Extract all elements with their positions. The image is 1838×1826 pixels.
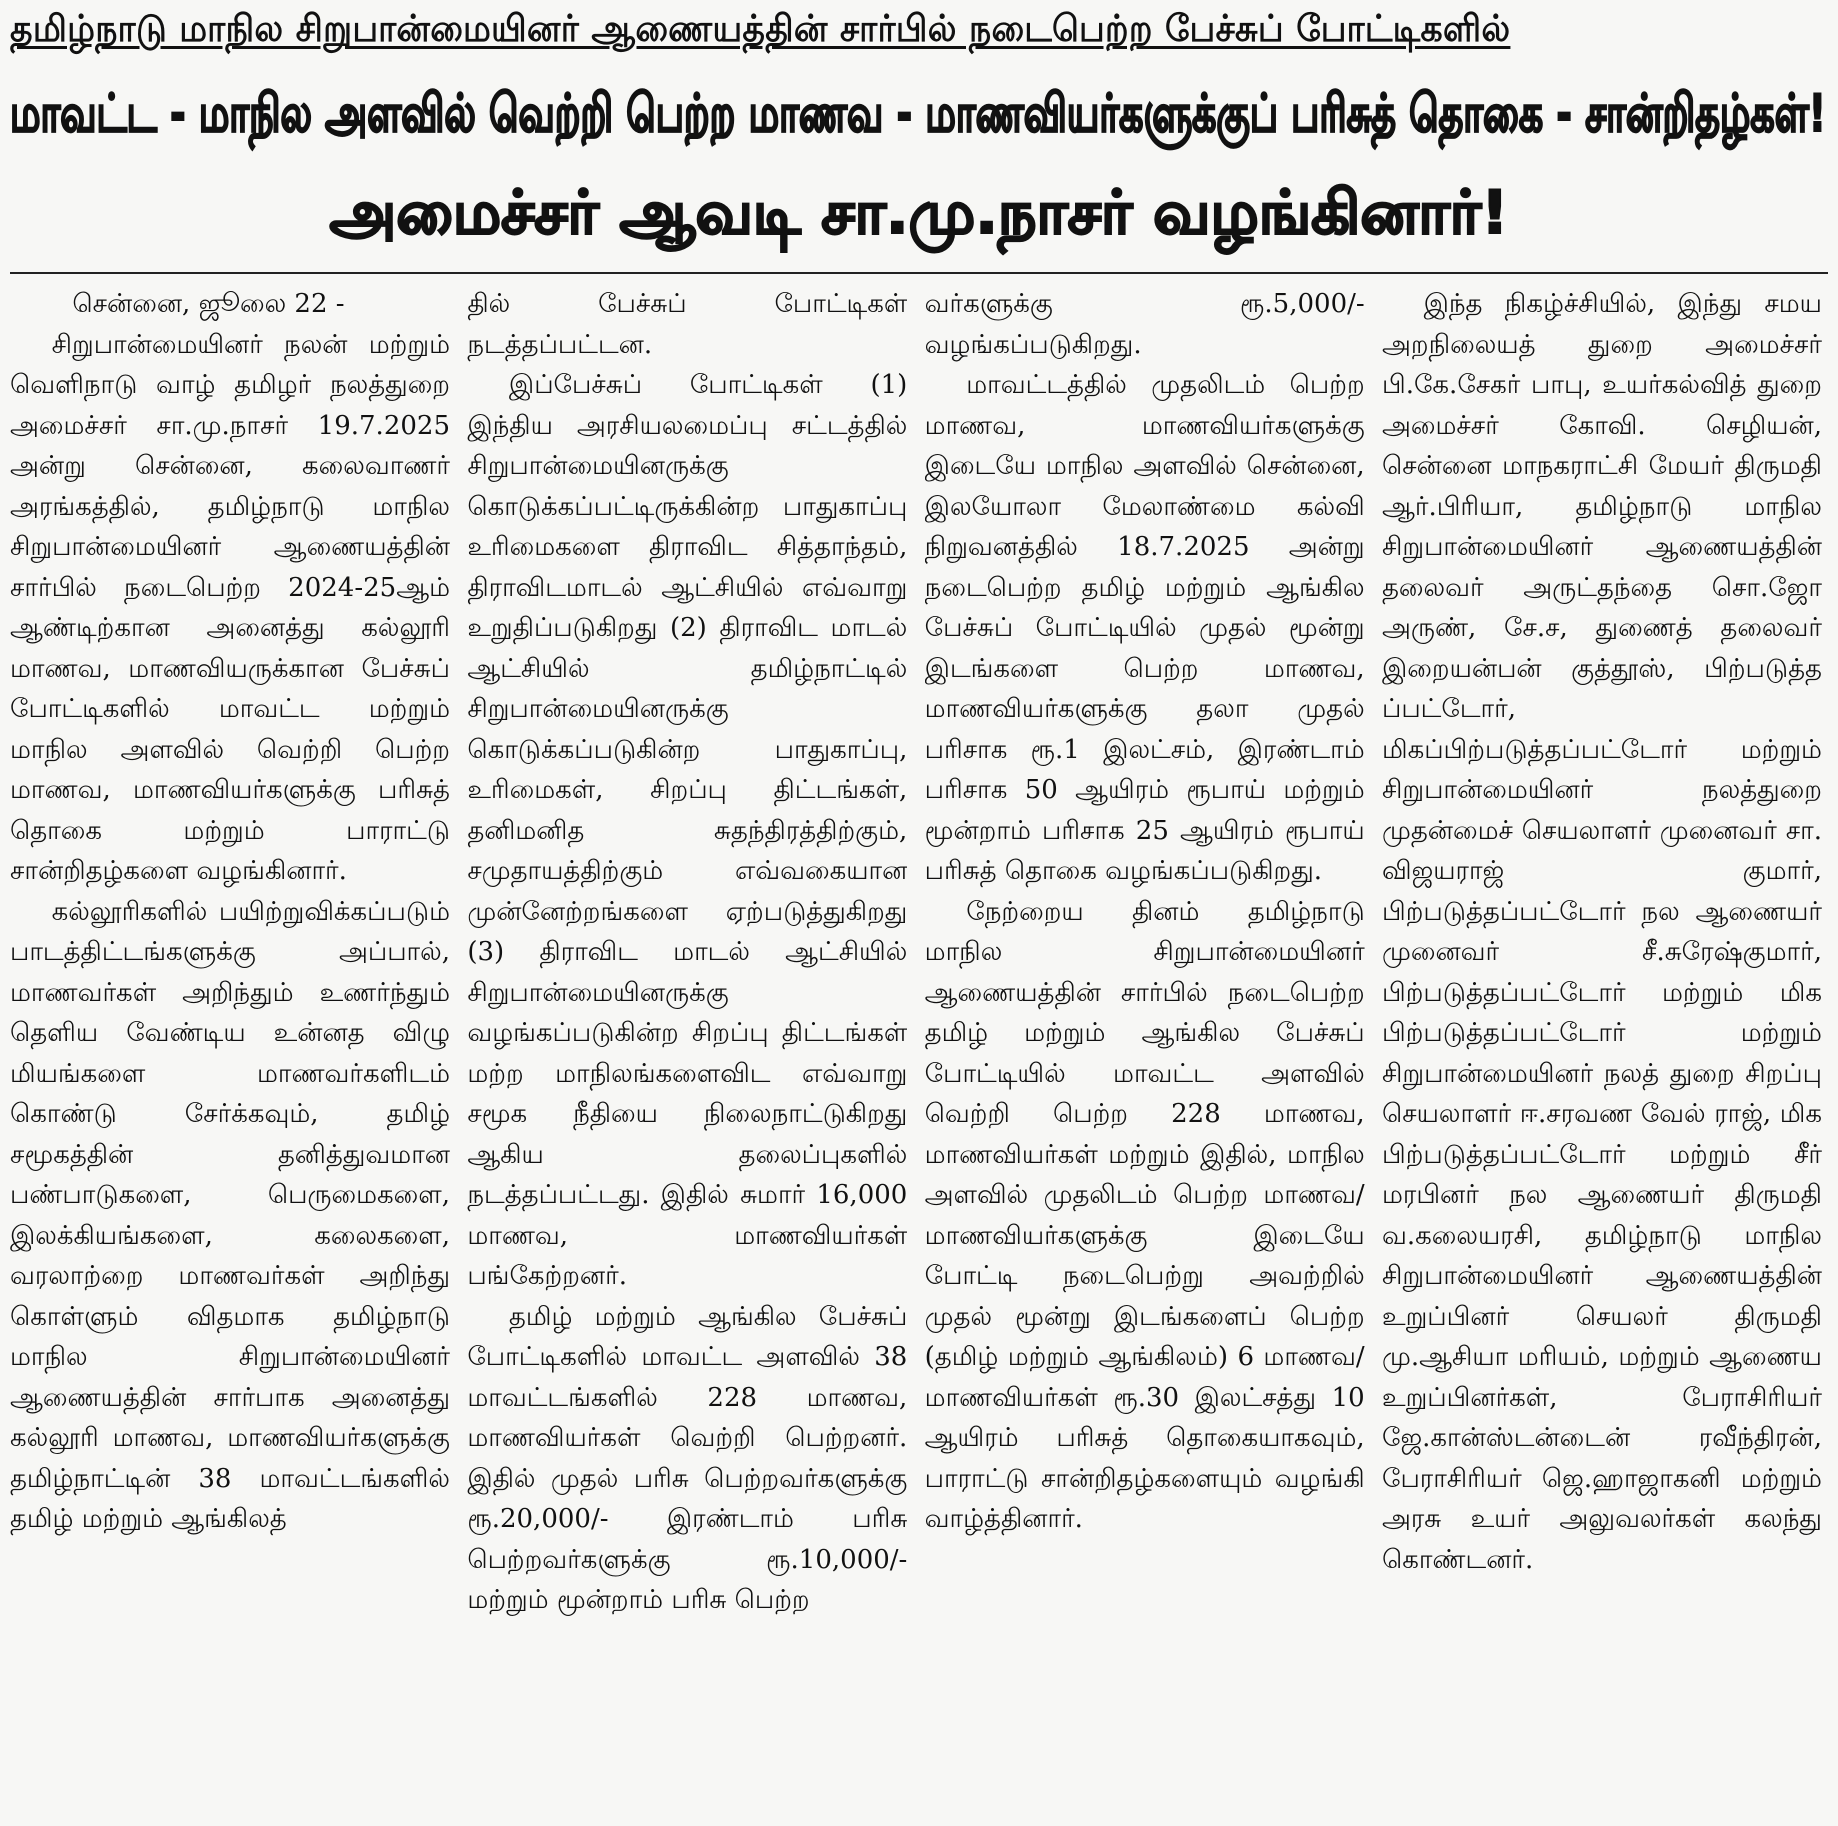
article-headline: மாவட்ட - மாநில அளவில் வெற்றி பெற்ற மாணவ - மாணவியர்களுக்குப் பரிசுத் தொகை - சான்றிதழ்கள்! [10, 84, 1827, 144]
paragraph: மாவட்டத்தில் முதலிடம் பெற்ற மாணவ, மாணவியர்களுக்கு இடையே மாநில அளவில் சென்னை, இலயோலா மேலாண்மை கல்வி நிறுவனத்தில் 18.7.2025 அன்று நடைபெற்ற தமிழ் மற்றும் ஆங்கில பேச்சுப் போட்டியில் முதல் மூன்று இடங்களை பெற்ற மாணவ, மாணவியர்களுக்கு தலா முதல் பரிசாக ரூ.1 இலட்சம், இரண்டாம் பரிசாக 50 ஆயிரம் ரூபாய் மற்றும் மூன்றாம் பரிசாக 25 ஆயிரம் ரூபாய் பரிசுத் தொகை வழங்கப்படுகிறது. [924, 370, 1365, 886]
paragraph: தில் பேச்சுப் போட்டிகள் நடத்தப்பட்டன. [467, 289, 908, 360]
column-4 [1382, 284, 1822, 1704]
paragraph: தமிழ் மற்றும் ஆங்கில பேச்சுப் போட்டிகளில் மாவட்ட அளவில் 38 மாவட்டங்களில் 228 மாணவ, மாணவியர்கள் வெற்றி பெற்றனர். இதில் முதல் பரிசு பெற்றவர்களுக்கு ரூ.20,000/- இரண்டாம் பரிசு பெற்றவர்களுக்கு ரூ.10,000/- மற்றும் மூன்றாம் பரிசு பெற்ற [467, 1301, 908, 1615]
paragraph: கல்லூரிகளில் பயிற்றுவிக்கப்படும் பாடத்திட்டங்களுக்கு அப்பால், மாணவர்கள் அறிந்தும் உணர்ந்தும் தெளிய வேண்டிய உன்னத விழு மியங்களை மாணவர்களிடம் கொண்டு சேர்க்கவும், தமிழ் சமூகத்தின் தனித்துவமான பண்பாடுகளை, பெருமைகளை, இலக்கியங்களை, கலைகளை, வரலாற்றை மாணவர்கள் அறிந்து கொள்ளும் விதமாக தமிழ்நாடு மாநில சிறுபான்மையினர் ஆணையத்தின் சார்பாக அனைத்து கல்லூரி மாணவ, மாணவியர்களுக்கு தமிழ்நாட்டின் 38 மாவட்டங்களில் தமிழ் மற்றும் ஆங்கிலத் [10, 896, 450, 1534]
article-subheadline: அமைச்சர் ஆவடி சா.மு.நாசர் வழங்கினார்! [329, 178, 1509, 248]
paragraph: நேற்றைய தினம் தமிழ்நாடு மாநில சிறுபான்மையினர் ஆணையத்தின் சார்பில் நடைபெற்ற தமிழ் மற்றும் ஆங்கில பேச்சுப் போட்டியில் மாவட்ட அளவில் வெற்றி பெற்ற 228 மாணவ, மாணவியர்கள் மற்றும் இதில், மாநில அளவில் முதலிடம் பெற்ற மாணவ/மாணவியர்களுக்கு இடையே போட்டி நடைபெற்று அவற்றில் முதல் மூன்று இடங்களைப் பெற்ற (தமிழ் மற்றும் ஆங்கிலம்) 6 மாணவ/ மாணவியர்கள் ரூ.30 இலட்சத்து 10 ஆயிரம் பரிசுத் தொகையாகவும், பாராட்டு சான்றிதழ்களையும் வழங்கி வாழ்த்தினார். [924, 896, 1365, 1534]
paragraph: வர்களுக்கு ரூ.5,000/- வழங்கப்படுகிறது. [924, 289, 1365, 360]
paragraph: இந்த நிகழ்ச்சியில், இந்து சமய அறநிலையத் துறை அமைச்சர் பி.கே.சேகர் பாபு, உயர்கல்வித் துறை அமைச்சர் கோவி. செழியன், சென்னை மாநகராட்சி மேயர் திருமதி ஆர்.பிரியா, தமிழ்நாடு மாநில சிறுபான்மையினர் ஆணையத்தின் தலைவர் அருட்தந்தை சொ.ஜோ அருண், சே.ச, துணைத் தலைவர் இறையன்பன் குத்தூஸ், பிற்படுத்த ப்பட்டோர், மிகப்பிற்படுத்தப்பட்டோர் மற்றும் சிறுபான்மையினர் நலத்துறை முதன்மைச் செயலாளர் முனைவர் சா. விஜயராஜ் குமார், பிற்படுத்தப்பட்டோர் நல ஆணையர் முனைவர் சீ.சுரேஷ்குமார், பிற்படுத்தப்பட்டோர் மற்றும் மிக பிற்படுத்தப்பட்டோர் மற்றும் சிறுபான்மையினர் நலத் துறை சிறப்பு செயலாளர் ஈ.சரவண வேல் ராஜ், மிக பிற்படுத்தப்பட்டோர் மற்றும் சீர் மரபினர் நல ஆணையர் திருமதி வ.கலையரசி, தமிழ்நாடு மாநில சிறுபான்மையினர் ஆணையத்தின் உறுப்பினர் செயலர் திருமதி மு.ஆசியா மரியம், மற்றும் ஆணைய உறுப்பினர்கள், பேராசிரியர் ஜே.கான்ஸ்டன்டைன் ரவீந்திரன், பேராசிரியர் ஜெ.ஹாஜாகனி மற்றும் அரசு உயர் அலுவலர்கள் கலந்து கொண்டனர். [1381, 289, 1822, 1575]
article-kicker: தமிழ்நாடு மாநில சிறுபான்மையினர் ஆணையத்தின் சார்பில் நடைபெற்ற பேச்சுப் போட்டிகளில் [10, 7, 1511, 50]
paragraph: இப்பேச்சுப் போட்டிகள் (1) இந்திய அரசியலமைப்பு சட்டத்தில் சிறுபான்மையினருக்கு கொடுக்கப்பட்டிருக்கின்ற பாதுகாப்பு உரிமைகளை திராவிட சித்தாந்தம், திராவிடமாடல் ஆட்சியில் எவ்வாறு உறுதிப்படுகிறது (2) திராவிட மாடல் ஆட்சியில் தமிழ்நாட்டில் சிறுபான்மையினருக்கு கொடுக்கப்படுகின்ற பாதுகாப்பு, உரிமைகள், சிறப்பு திட்டங்கள், தனிமனித சுதந்திரத்திற்கும், சமுதாயத்திற்கும் எவ்வகையான முன்னேற்றங்களை ஏற்படுத்துகிறது (3) திராவிட மாடல் ஆட்சியில் சிறுபான்மையினருக்கு வழங்கப்படுகின்ற சிறப்பு திட்டங்கள் மற்ற மாநிலங்களைவிட எவ்வாறு சமூக நீதியை நிலைநாட்டுகிறது ஆகிய தலைப்புகளில் நடத்தப்பட்டது. இதில் சுமார் 16,000 மாணவ, மாணவியர்கள் பங்கேற்றனர். [467, 370, 908, 1291]
dateline: சென்னை, ஜூலை 22 - [72, 289, 345, 319]
article-body [10, 284, 1828, 1704]
paragraph: சிறுபான்மையினர் நலன் மற்றும் வெளிநாடு வாழ் தமிழர் நலத்துறை அமைச்சர் சா.மு.நாசர் 19.7.2025 அன்று சென்னை, கலைவாணர் அரங்கத்தில், தமிழ்நாடு மாநில சிறுபான்மையினர் ஆணையத்தின் சார்பில் நடைபெற்ற 2024-25ஆம் ஆண்டிற்கான அனைத்து கல்லூரி மாணவ, மாணவியருக்கான பேச்சுப் போட்டிகளில் மாவட்ட மற்றும் மாநில அளவில் வெற்றி பெற்ற மாணவ, மாணவியர்களுக்கு பரிசுத் தொகை மற்றும் பாராட்டு சான்றிதழ்களை வழங்கினார். [10, 329, 450, 886]
column-1 [10, 284, 450, 1704]
column-2 [467, 284, 907, 1704]
divider-rule [10, 272, 1828, 274]
column-3 [925, 284, 1365, 1704]
